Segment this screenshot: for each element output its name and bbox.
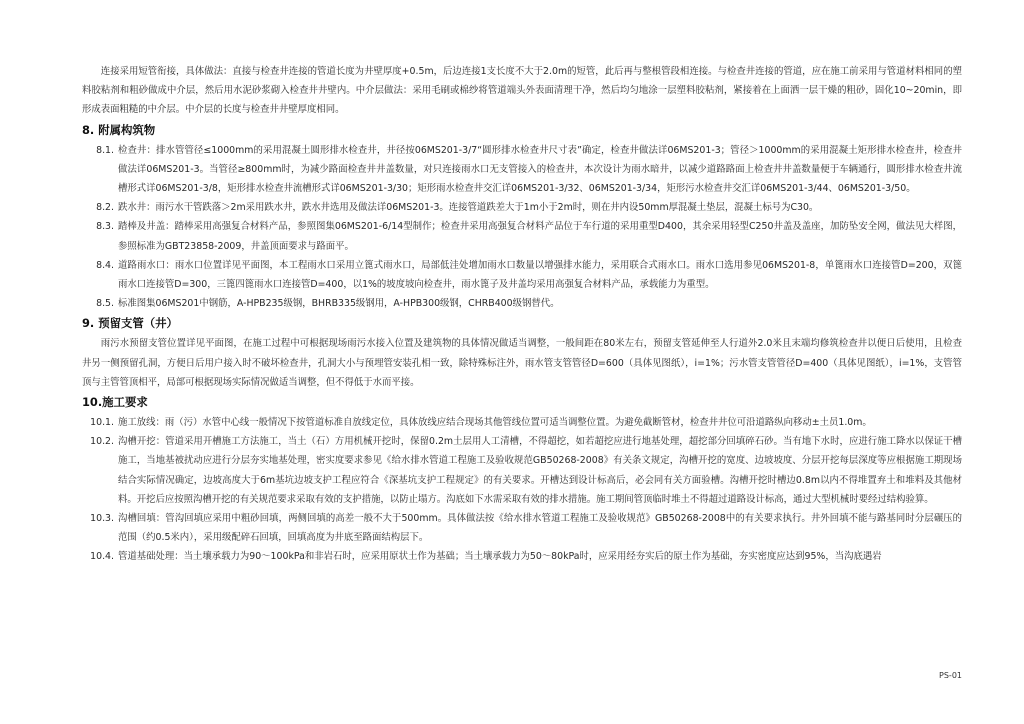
item-text: 标准图集06MS201中钢筋，A-HPB235级钢，BHRB335级钢用，A-HPB300级钢，CHRB400级钢替代。: [118, 298, 560, 310]
list-item: [82, 256, 962, 294]
item-text: 沟槽回填：管沟回填应采用中粗砂回填，两侧回填的高差一般不大于500mm。具体做法按《给水排水管道工程施工及验收规范》GB50268-2008中的有关要求执行。井外回填不能与路基同时分层碾压的范围（约0.5米内），采用级配碎石回填，回填高度为井底至路面结构层下。: [118, 513, 962, 544]
item-text: 道路雨水口：雨水口位置详见平面图，本工程雨水口采用立篦式雨水口，局部低洼处增加雨水口数量以增强排水能力，采用联合式雨水口。雨水口选用参见06MS201-8，单篦雨水口连接管D=200，双篦雨水口连接管D=300，三篦四篦雨水口连接管D=400，以1%的坡度坡向检查井，雨水篦子及井盖均采用高强复合材料产品，承载能力为重型。: [118, 259, 962, 291]
item-number: 10.1.: [90, 417, 114, 429]
intro-paragraph: 连接采用短管衔接，具体做法：直接与检查井连接的管道长度为井壁厚度+0.5m，后边连接1支长度不大于2.0m的短管，此后再与整根管段相连接。与检查井连接的管道，应在施工前采用与管道材料相同的塑料胶粘剂和粗砂做成中介层，然后用水泥砂浆砌入检查井井壁内。中介层做法：采用毛刷或棉纱将管道端头外表面清理干净，然后均匀地涂一层塑料胶粘剂，紧接着在上面洒一层干燥的粗砂，固化10~20min，即形成表面粗糙的中介层。中介层的长度与检查井井壁厚度相同。: [82, 66, 962, 116]
document-page: [82, 62, 962, 567]
page-code: PS-01: [939, 671, 962, 680]
reserved-branch-paragraph: 雨污水预留支管位置详见平面图，在施工过程中可根据现场雨污水接入位置及建筑物的具体情况做适当调整，一般间距在80米左右，预留支管延伸至人行道外2.0米且末端均修筑检查井以便日后使用，且检查井另一侧预留孔洞，方便日后用户接入时不破坏检查井，孔洞大小与预埋管安装孔相一致，除特殊标注外，雨水管支管管径D=600（具体见图纸），i=1%；污水管支管管径D=400（具体见图纸），i=1%，支管管顶与主管管顶相平，局部可根据现场实际情况做适当调整，但不得低于水而平接。: [82, 338, 962, 388]
item-text: 沟槽开挖：管道采用开槽施工方法施工，当土（石）方用机械开挖时，保留0.2m土层用人工清槽，不得超挖，如若超挖应进行地基处理，超挖部分回填碎石砂。当有地下水时，应进行施工降水以保证干槽施工，当地基被扰动应进行分层夯实地基处理，密实度要求参见《给水排水管道工程施工及验收规范GB50268-2008》有关条文规定，沟槽开挖的宽度、边坡坡度、分层开挖每层深度等应根据施工期现场结合实际情况确定，边坡高度大于6m基坑边坡支护工程应符合《深基坑支护工程规定》的有关要求。开槽达到设计标高后，必会同有关方面验槽。沟槽开挖时槽边0.8m以内不得堆置弃土和堆料及其他材料。开挖后应按照沟槽开挖的有关规范要求采取有效的支护措施，以防止塌方。沟底如下水需采取有效的排水措施。施工期间管顶临时堆土不得超过道路设计标高，通过大型机械时要经过结构验算。: [118, 436, 962, 505]
item-number: 10.4.: [90, 551, 114, 563]
item-number: 8.5.: [96, 298, 114, 310]
item-text: 施工放线：雨（污）水管中心线一般情况下按管道标准自放线定位，具体放线应结合现场其他管线位置可适当调整位置。为避免截断管材，检查井井位可沿道路纵向移动±土员1.0m。: [118, 417, 872, 429]
list-item: [82, 141, 962, 199]
section-heading-10: 10.施工要求: [82, 395, 148, 410]
section-heading-8: 8. 附属构筑物: [82, 122, 156, 137]
list-item: [82, 294, 962, 313]
item-text: 管道基础处理：当土壤承载力为90～100kPa和非岩石时，应采用原状土作为基础；当土壤承载力为50～80kPa时，应采用经夯实后的原土作为基础，夯实密度应达到95%，当沟底遇岩: [118, 551, 882, 563]
list-item: [82, 509, 962, 547]
section-heading-9: 9. 预留支管（井）: [82, 316, 178, 331]
item-number: 8.1.: [96, 144, 114, 156]
item-text: 检查井：排水管管径≤1000mm的采用混凝土圆形排水检查井，井径按06MS201-3/7“圆形排水检查井尺寸表”确定，检查井做法详06MS201-3；管径＞1000mm的采用混凝土矩形排水检查井，检查井做法详06MS201-3。当管径≥800mm时，为减少路面检查井井盖数量，对只连接雨水口无支管接入的检查井，本次设计为雨水暗井，以减少道路路面上检查井井盖数量便于车辆通行，圆形排水检查井流槽形式详06MS201-3/8，矩形排水检查井流槽形式详06MS201-3/30；矩形雨水检查井交汇详06MS201-3/32、06MS201-3/34，矩形污水检查井交汇详06MS201-3/44、06MS201-3/50。: [118, 144, 962, 195]
list-item: [82, 432, 962, 509]
item-number: 10.2.: [90, 436, 114, 448]
item-text: 踏棒及井盖：踏棒采用高强复合材料产品，参照图集06MS201-6/14型制作；检查井采用高强复合材料产品位于车行道的采用重型D400，其余采用轻型C250井盖及盖座，加防坠安全网，做法见大样图，参照标准为GBT23858-2009，井盖顶面要求与路面平。: [118, 221, 962, 252]
list-item: [82, 413, 962, 432]
item-number: 10.3.: [90, 513, 114, 525]
item-number: 8.4.: [96, 259, 114, 271]
list-item: [82, 547, 962, 566]
item-number: 8.2.: [96, 202, 114, 214]
list-item: [82, 198, 962, 217]
item-number: 8.3.: [96, 221, 114, 233]
list-item: [82, 217, 962, 255]
item-text: 跌水井：雨污水干管跌落＞2m采用跌水井，跌水井选用及做法详06MS201-3。连接管道跌差大于1m小于2m时，则在井内设50mm厚混凝土垫层，混凝土标号为C30。: [118, 202, 819, 214]
